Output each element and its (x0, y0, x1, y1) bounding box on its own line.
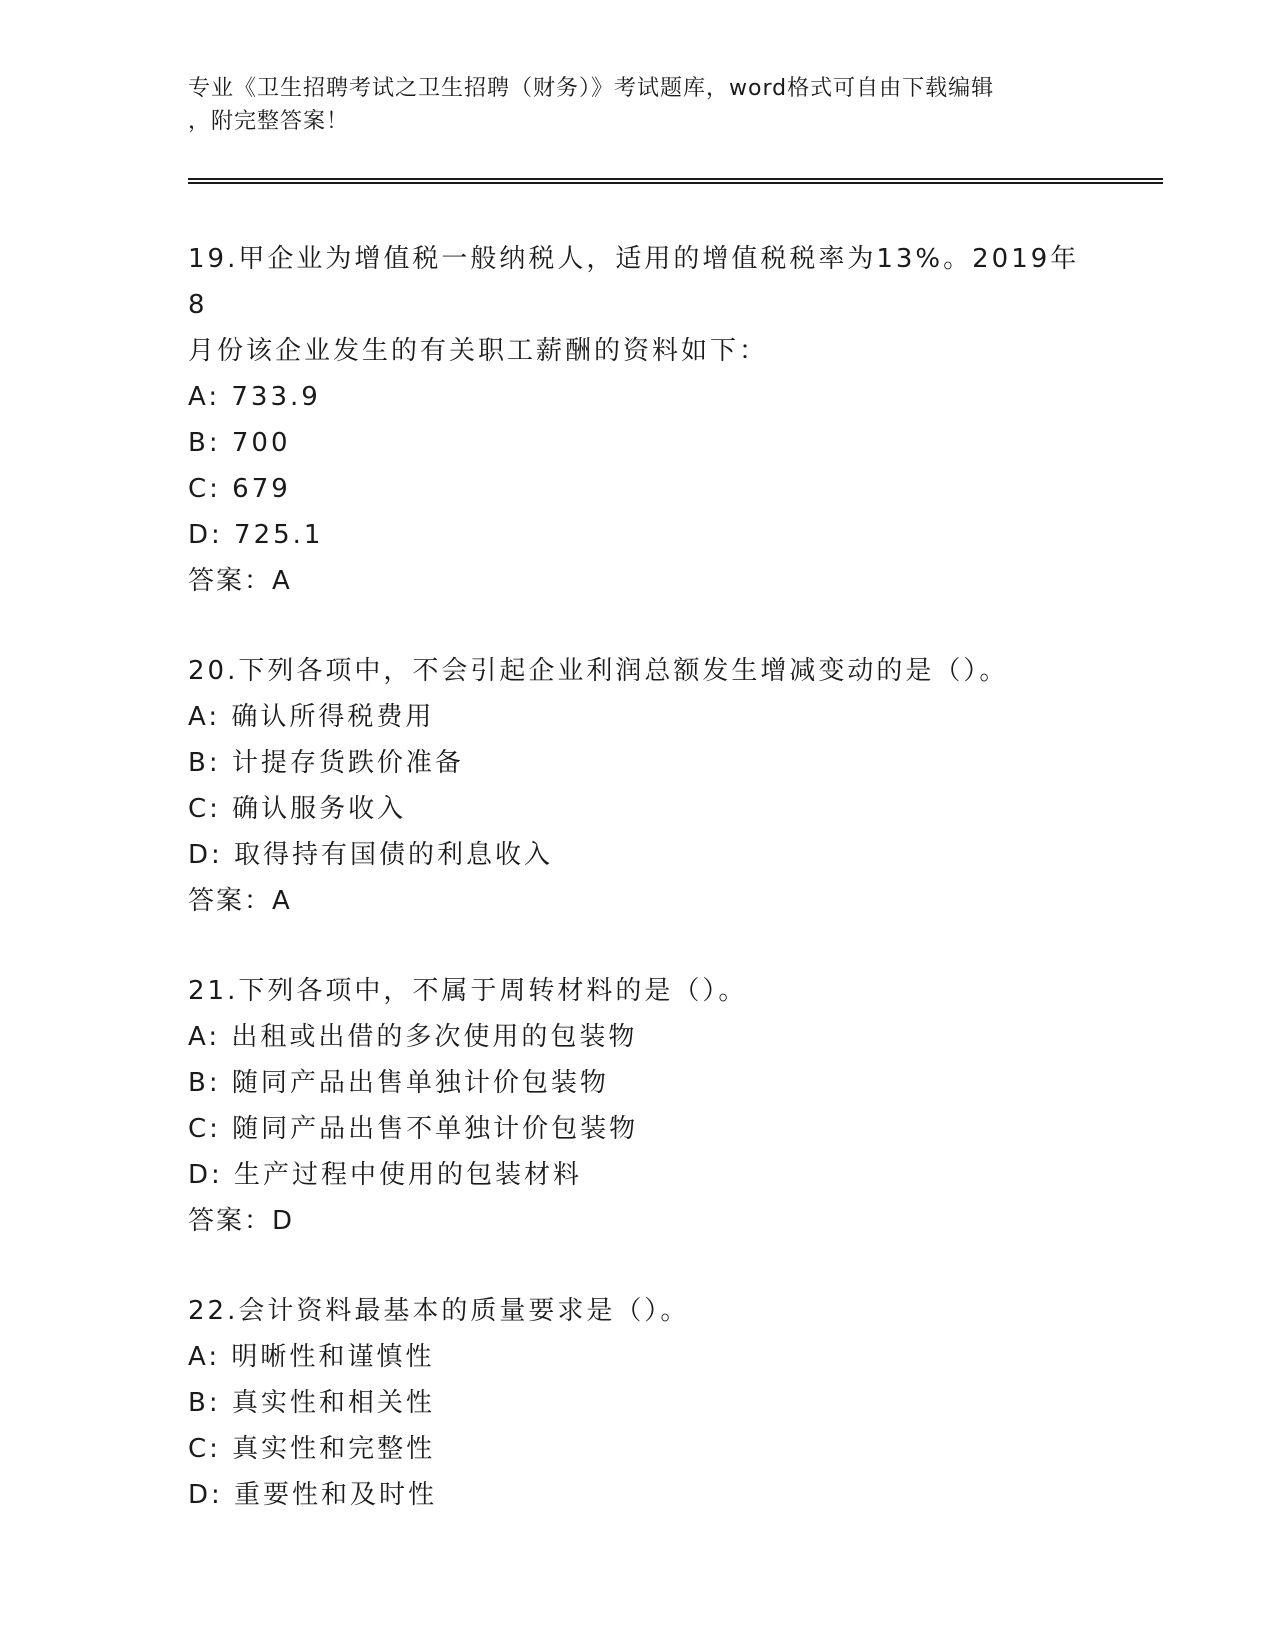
document-header (188, 72, 1088, 138)
header-double-rule (188, 178, 1163, 184)
option-a: A: 出租或出借的多次使用的包装物 (188, 1022, 638, 1052)
question-20 (188, 648, 1088, 924)
answer-line: 答案：D (188, 1206, 295, 1236)
question-stem-line-1: 19.甲企业为增值税一般纳税人，适用的增值税税率为13%。2019年8 (188, 244, 1080, 320)
option-d: D: 取得持有国债的利息收入 (188, 840, 554, 870)
option-d: D: 725.1 (188, 520, 324, 550)
option-a: A: 确认所得税费用 (188, 702, 435, 732)
header-line-1: 专业《卫生招聘考试之卫生招聘（财务）》考试题库，word格式可自由下载编辑 (188, 76, 995, 101)
option-a: A: 明晰性和谨慎性 (188, 1342, 435, 1372)
option-c: C: 确认服务收入 (188, 794, 407, 824)
question-19 (188, 236, 1088, 604)
question-stem-line-1: 20.下列各项中，不会引起企业利润总额发生增减变动的是（）。 (188, 656, 1009, 686)
option-b: B: 计提存货跌价准备 (188, 748, 464, 778)
option-c: C: 679 (188, 474, 291, 504)
answer-line: 答案：A (188, 566, 292, 596)
option-b: B: 700 (188, 428, 291, 458)
option-c: C: 随同产品出售不单独计价包装物 (188, 1114, 639, 1144)
question-list (188, 236, 1088, 1562)
question-stem-line-2: 月份该企业发生的有关职工薪酬的资料如下： (188, 336, 769, 366)
option-b: B: 真实性和相关性 (188, 1388, 435, 1418)
option-a: A: 733.9 (188, 382, 321, 412)
question-21 (188, 968, 1088, 1244)
question-22 (188, 1288, 1088, 1518)
option-d: D: 重要性和及时性 (188, 1480, 438, 1510)
answer-line: 答案：A (188, 886, 292, 916)
option-d: D: 生产过程中使用的包装材料 (188, 1160, 583, 1190)
question-stem-line-1: 21.下列各项中，不属于周转材料的是（）。 (188, 976, 748, 1006)
option-b: B: 随同产品出售单独计价包装物 (188, 1068, 609, 1098)
header-line-2: ，附完整答案！ (188, 109, 350, 134)
question-stem-line-1: 22.会计资料最基本的质量要求是（）。 (188, 1296, 690, 1326)
option-c: C: 真实性和完整性 (188, 1434, 436, 1464)
